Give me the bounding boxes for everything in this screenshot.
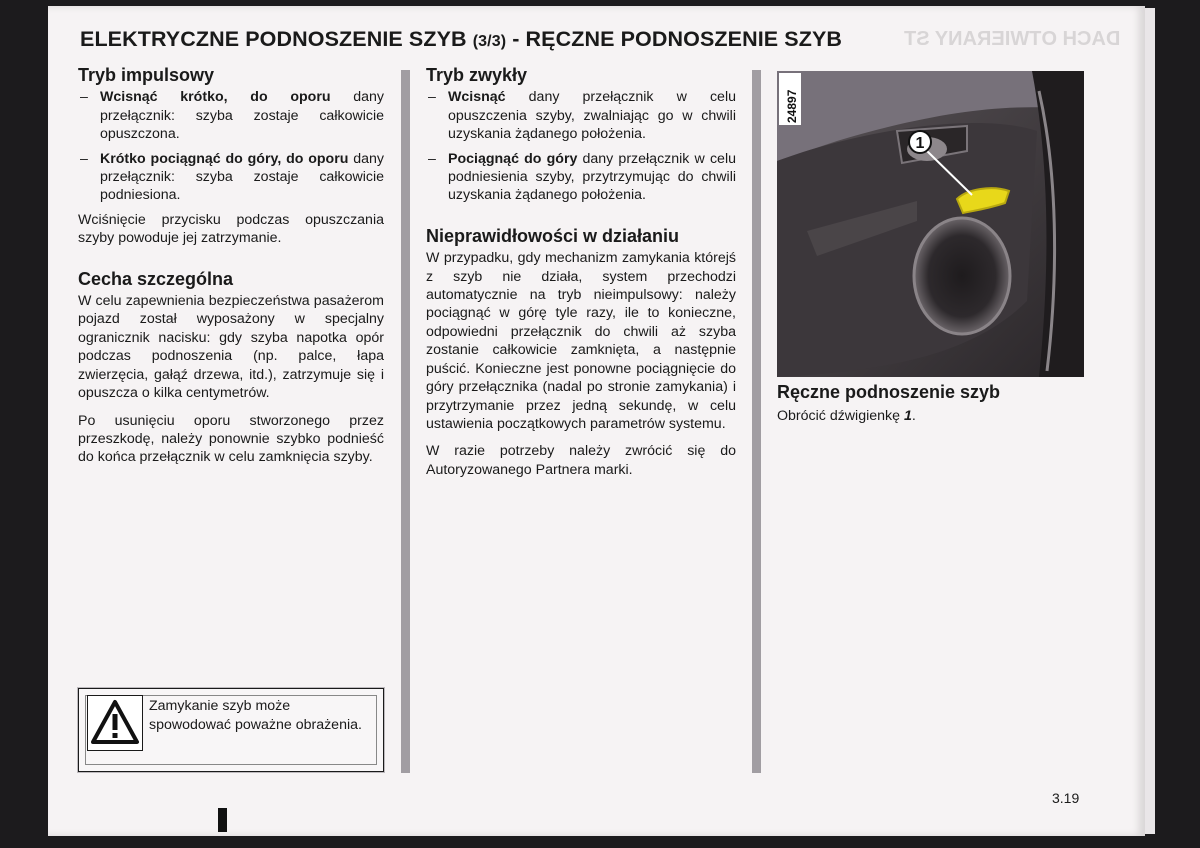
page-edge bbox=[1145, 8, 1155, 834]
door-panel-photo bbox=[777, 71, 1084, 377]
section-heading: Tryb zwykły bbox=[426, 65, 528, 85]
section-tab-marker bbox=[218, 808, 227, 832]
paragraph: W celu zapewnienia bezpieczeństwa pasażerom pojazd został wyposażony w specjalny ogranicznik nacisku: gdy szyba napotka opór podczas podnoszenia (np. palce, łapa zwierzęcia, gałąź drzewa, itd.), zatrzymuje się i opuszcza o kilka centymetrów. bbox=[78, 293, 384, 402]
page-header bbox=[80, 22, 1120, 62]
paragraph: Po usunięciu oporu stworzonego przez przeszkodę, należy ponownie szybko podnieść do końca przełącznik w celu zamknięcia szyby. bbox=[78, 412, 384, 466]
list-item: – Krótko pociągnąć do góry, do oporu dany przełącznik: szyba zostaje całkowicie podniesiona. bbox=[78, 150, 384, 205]
bleed-through-title: DACH OTWIERANY ST bbox=[903, 28, 1120, 50]
callout-number: 1 bbox=[915, 135, 925, 152]
paragraph: Wciśnięcie przycisku podczas opuszczania szyby powoduje jej zatrzymanie. bbox=[78, 211, 384, 247]
column-right bbox=[777, 383, 1087, 435]
list-item: – Wcisnąć dany przełącznik w celu opuszczenia szyby, zwalniając go w chwili uzyskania żądanego położenia. bbox=[426, 88, 736, 143]
paragraph: Obrócić dźwigienkę 1. bbox=[777, 408, 916, 425]
column-middle bbox=[426, 66, 736, 488]
list-item: – Pociągnąć do góry dany przełącznik w celu podniesienia szyby, przytrzymując do chwili uzyskania żądanego położenia. bbox=[426, 150, 736, 205]
page-title: ELEKTRYCZNE PODNOSZENIE SZYB (3/3) - RĘCZNE PODNOSZENIE SZYB bbox=[80, 27, 843, 51]
page-number: 3.19 bbox=[1052, 790, 1080, 806]
instruction-list bbox=[78, 88, 384, 204]
column-left bbox=[78, 66, 384, 476]
warning-text: Zamykanie szyb może spowodować poważne obrażenia. bbox=[149, 698, 362, 733]
section-heading: Nieprawidłowości w działaniu bbox=[426, 225, 680, 246]
paragraph: W przypadku, gdy mechanizm zamykania którejś z szyb nie działa, system przechodzi automatycznie na tryb nieimpulsowy: należy pociągnąć w górę tyle razy, ile to konieczne, odpowiedni przełącznik do chwili aż szyba zostanie całkowicie zamknięta, a następnie puścić. Konieczne jest ponowne pociągnięcie do góry przełącznika (nadal po stronie zamykania) i przytrzymanie przez jedną sekundę, w celu ustawienia początkowych parametrów systemu. bbox=[426, 250, 736, 432]
list-item: – Wcisnąć krótko, do oporu dany przełącznik: szyba zostaje całkowicie opuszczona. bbox=[78, 88, 384, 143]
figure-ref-number: 24897 bbox=[785, 89, 799, 123]
warning-triangle-icon bbox=[87, 695, 143, 751]
section-heading: Ręczne podnoszenie szyb bbox=[777, 382, 1001, 402]
paragraph: W razie potrzeby należy zwrócić się do Autoryzowanego Partnera marki. bbox=[426, 443, 736, 478]
warning-box bbox=[78, 688, 384, 772]
instruction-list bbox=[426, 88, 736, 204]
column-divider bbox=[752, 70, 761, 773]
section-heading: Cecha szczególna bbox=[78, 268, 234, 289]
column-divider bbox=[401, 70, 410, 773]
section-heading: Tryb impulsowy bbox=[78, 65, 215, 85]
